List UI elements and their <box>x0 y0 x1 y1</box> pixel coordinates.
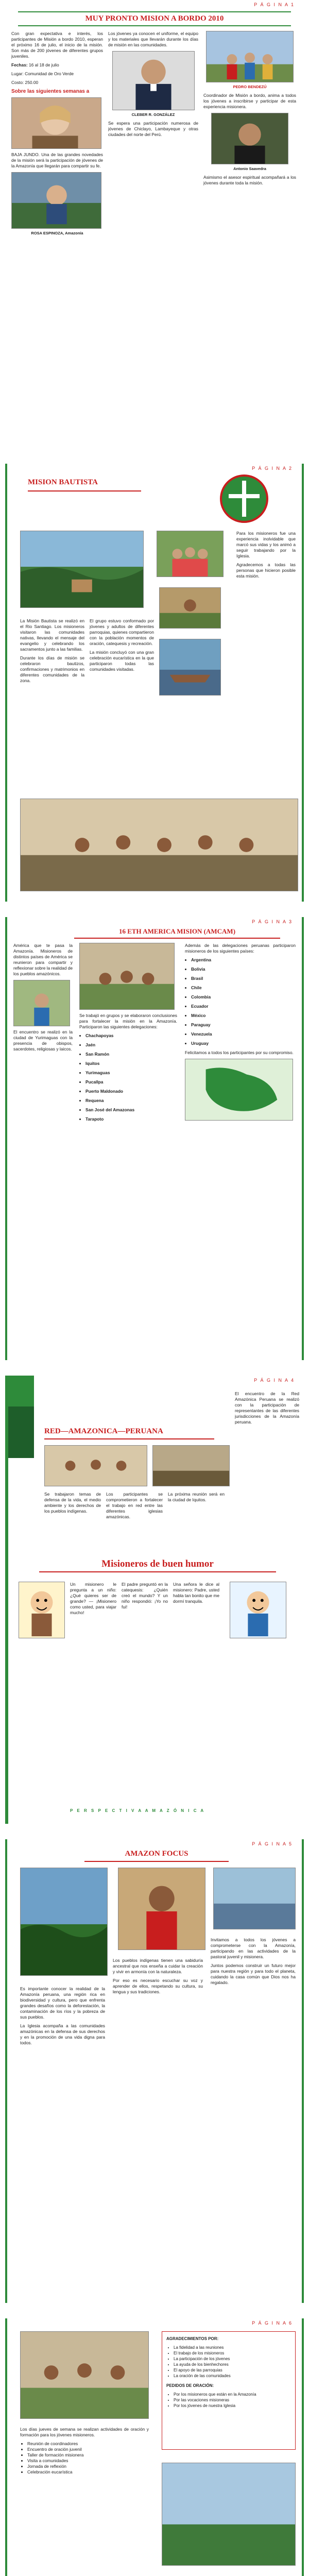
paragraph: El grupo estuvo conformado por jóvenes y adultos de diferentes parroquias, quienes compartieron con la población momentos de oración, catequesis y recreación. <box>90 618 154 646</box>
column-2 <box>108 31 198 319</box>
paragraph: La misión concluyó con una gran celebración eucarística en la que participaron todas las comunidades visitadas. <box>90 650 154 672</box>
list-item: • Uruguay <box>191 1041 296 1046</box>
second-paragraph: BAJA JUNDO. Una de las grandes novedades de la misión será la participación de jóvenes de la Amazonía que llegarán para compartir su fe. <box>11 152 103 168</box>
dates-label: Fechas: <box>11 62 28 67</box>
river-photo <box>213 1868 296 1929</box>
photo-caption: PEDRO BENDEZÚ <box>233 84 267 89</box>
humor-column-2 <box>122 1582 168 1736</box>
title-rule <box>44 1438 214 1439</box>
page-title: AMAZON FOCUS <box>125 1850 188 1858</box>
list-item: • Brasil <box>191 976 296 981</box>
left-column <box>20 2427 149 2576</box>
portrait-photo <box>11 97 101 149</box>
list-item: • Celebración eucarística <box>27 2469 149 2475</box>
text-column-3 <box>168 1492 225 1553</box>
second-paragraph: Asimismo el asesor espiritual acompañará a los jóvenes durante toda la misión. <box>203 175 296 185</box>
intro-paragraph: Con gran expectativa e interés, los participantes de Misión a bordo 2010, esperan el próximo 16 de julio, el inicio de la misión. Son más de 200 jóvenes de diferentes grupos juveniles. <box>11 31 103 59</box>
page-number: P Á G I N A 3 <box>252 919 293 924</box>
newsletter-page-6 <box>5 2318 304 2576</box>
intro-paragraph: Coordinador de Misión a bordo, anima a todos los jóvenes a inscribirse y participar de esta experiencia misionera. <box>203 93 296 109</box>
photo-caption: Antonio Saavedra <box>233 166 266 171</box>
list-item: • Colombia <box>191 994 296 1000</box>
mission-logo <box>213 473 275 524</box>
list-item: • San Ramón <box>85 1052 177 1057</box>
paragraph: Agradecemos a todas las personas que hicieron posible esta misión. <box>236 562 296 579</box>
list-item: • Puerto Maldonado <box>85 1089 177 1094</box>
list-item: • Yurimaguas <box>85 1070 177 1076</box>
list-item: • Tarapoto <box>85 1116 177 1122</box>
page-number: P Á G I N A 6 <box>252 2320 293 2326</box>
list-item: • Taller de formación misionera <box>27 2452 149 2458</box>
column-3 <box>236 531 296 696</box>
column-2 <box>90 618 154 788</box>
paragraph: Además de las delegaciones peruanas participaron misioneros de los siguientes países: <box>185 943 296 954</box>
paragraph: Durante los días de misión se celebraron bautizos, confirmaciones y matrimonios en diferentes comunidades de la zona. <box>20 655 84 683</box>
column-3 <box>185 943 296 1345</box>
list-item: • Por los jóvenes de nuestra Iglesia <box>174 2403 291 2409</box>
cartoon-image-2 <box>230 1582 286 1638</box>
paragraph: Se trabajaron temas de defensa de la vida, el medio ambiente y los derechos de los pueblos indígenas. <box>44 1492 101 1514</box>
column-2 <box>79 943 177 1345</box>
paragraph: El encuentro de la Red Amazónica Peruana se realizó con la participación de representantes de las diferentes jurisdicciones de la Amazonía peruana. <box>235 1391 299 1425</box>
page-title: RED—AMAZONICA—PERUANA <box>44 1427 163 1435</box>
box-title: AGRADECIMIENTOS POR: <box>166 2336 219 2341</box>
list-item: • Paraguay <box>191 1022 296 1028</box>
intro-paragraph: Los jóvenes ya conocen el uniforme, el equipo y los materiales que llevarán durante los días de misión en las comunidades. <box>108 31 198 47</box>
footer-photo <box>162 2463 296 2566</box>
title-rule <box>18 11 291 12</box>
title-rule <box>18 25 291 26</box>
page-title: 16 ETH AMERICA MISION (AMCAM) <box>118 927 236 935</box>
title-rule <box>74 938 280 939</box>
list-item: • Visita a comunidades <box>27 2458 149 2464</box>
paragraph: Se trabajó en grupos y se elaboraron conclusiones para fortalecer la misión en la Amazonía. Participaron las siguientes delegaciones: <box>79 1013 177 1029</box>
newsletter-page-4 <box>5 1376 304 1824</box>
paragraph: Felicitamos a todos los participantes por su compromiso. <box>185 1050 294 1055</box>
text-column-2 <box>106 1492 163 1553</box>
page-number: P Á G I N A 5 <box>252 1841 293 1846</box>
person-photo <box>11 172 101 229</box>
paragraph: Los participantes se comprometieron a fortalecer el trabajo en red entre las diferentes iglesias amazónicas. <box>106 1492 163 1519</box>
group-photo <box>79 943 175 1010</box>
page-number: P Á G I N A 2 <box>252 466 293 471</box>
second-paragraph: Se espera una participación numerosa de jóvenes de Chiclayo, Lambayeque y otras ciudades del norte del Perú. <box>108 121 198 137</box>
group-photo <box>157 531 224 577</box>
group-photo <box>206 31 294 82</box>
list-item: • Encuentro de oración juvenil <box>27 2447 149 2452</box>
list-item: • Reunión de coordinadores <box>27 2441 149 2447</box>
paragraph: La Misión Bautista se realizó en el Rio Santiago. Los misioneros visitaron las comunidades nativas, llevando el mensaje del evangelio y celebrando los sacramentos junto a las familias. <box>20 618 84 652</box>
list-item: • La ayuda de los bienhechores <box>174 2362 291 2367</box>
paragraph: La Iglesia acompaña a las comunidades amazónicas en la defensa de sus derechos y en la promoción de una vida digna para todos. <box>20 2023 105 2045</box>
page-number: P Á G I N A 4 <box>254 1378 295 1383</box>
delegation-list <box>79 1033 177 1122</box>
meeting-photo-2 <box>152 1445 230 1486</box>
column-1 <box>20 1986 105 2290</box>
joke: Una señora le dice al misionero: Padre, usted habla tan bonito que me dormí tranquila. <box>173 1582 219 1604</box>
cost: Costo: 250.00 <box>11 80 39 85</box>
paragraph: Invitamos a todos los jóvenes a comprometerse con la Amazonía, participando en las actividades de la pastoral juvenil y misionera. <box>211 1937 296 1959</box>
indigenous-photo <box>118 1868 205 1950</box>
list-item: • El apoyo de las parroquias <box>174 2367 291 2373</box>
dates: 16 al 18 de julio <box>28 62 59 67</box>
priest-photo <box>112 51 195 110</box>
page-title: MUY PRONTO MISION A BORDO 2010 <box>85 14 224 23</box>
photo-caption: CLEBER R. GONZÁLEZ <box>131 112 175 117</box>
column-2 <box>113 1958 203 2287</box>
column-1 <box>11 31 103 443</box>
paragraph: Para los misioneros fue una experiencia inolvidable que marcó sus vidas y los animó a seguir trabajando por la Iglesia. <box>236 531 296 558</box>
amazon-photo <box>20 1868 108 1976</box>
list-item: • Por las vocaciones misioneras <box>174 2397 291 2403</box>
title-rule <box>28 490 141 492</box>
thanks-list <box>166 2345 291 2379</box>
list-item: • El trabajo de los misioneros <box>174 2350 291 2356</box>
joke: Un misionero le pregunta a un niño: ¿Qué quieres ser de grande? — ¡Misionero como usted, para viajar mucho! <box>70 1582 116 1615</box>
list-item: • Jornada de reflexión <box>27 2464 149 2469</box>
list-item: • Por los misioneros que están en la Amazonía <box>174 2392 291 2397</box>
country-list <box>185 957 296 1046</box>
list-item: • Jaén <box>85 1042 177 1048</box>
side-photo <box>8 1376 34 1458</box>
photo-caption: ROSA ESPINOZA, Amazonía <box>31 231 83 235</box>
prayer-list <box>166 2392 291 2409</box>
column-3 <box>203 31 296 319</box>
meeting-photo <box>44 1445 147 1486</box>
title-rule <box>39 1571 276 1572</box>
list-item: • La participación de los jóvenes <box>174 2356 291 2362</box>
list-item: • Pucallpa <box>85 1079 177 1085</box>
paragraph: Los días jueves de semana se realizan actividades de oración y formación para los jóvenes misioneros. <box>20 2427 149 2437</box>
thanks-box <box>162 2331 296 2450</box>
paragraph: El encuentro se realizó en la ciudad de Yurimaguas con la presencia de obispos, sacerdotes, religiosas y laicos. <box>13 1029 73 1052</box>
paragraph: Juntos podemos construir un futuro mejor para nuestra región y para todo el planeta, cuidando la casa común que Dios nos ha regalado. <box>211 1963 296 1985</box>
list-item: • Argentina <box>191 957 296 963</box>
list-item: • Iquitos <box>85 1061 177 1066</box>
list-item: • Chachapoyas <box>85 1033 177 1039</box>
list-item: • Venezuela <box>191 1031 296 1037</box>
page-title: MISION BAUTISTA <box>28 478 98 486</box>
cartoon-image <box>19 1582 65 1638</box>
box-title: PEDIDOS DE ORACIÓN: <box>166 2383 214 2388</box>
right-column <box>235 1391 299 1535</box>
paragraph: Los pueblos indígenas tienen una sabiduría ancestral que nos enseña a cuidar la creación y vivir en armonía con la naturaleza. <box>113 1958 203 1974</box>
event-photo <box>13 980 70 1026</box>
list-item: • Requena <box>85 1098 177 1104</box>
newsletter-page-1 <box>5 0 304 448</box>
list-item: • La oración de las comunidades <box>174 2373 291 2379</box>
youth-photo <box>20 2331 149 2419</box>
activity-list <box>20 2441 149 2475</box>
community-photo <box>159 587 221 629</box>
newsletter-page-5 <box>5 1839 304 2303</box>
column-1 <box>13 943 73 1345</box>
newsletter-page-3 <box>5 917 304 1360</box>
title-rule <box>84 1861 229 1862</box>
list-item: • México <box>191 1013 296 1019</box>
column-1 <box>20 618 84 788</box>
list-item: • San José del Amazonas <box>85 1107 177 1113</box>
place: Lugar: Comunidad de Oro Verde <box>11 71 74 76</box>
humor-column-3 <box>173 1582 219 1736</box>
portrait-photo <box>211 113 288 164</box>
list-item: • Bolivia <box>191 967 296 972</box>
paragraph: América que te pasa la Amazonía. Misioneros de distintos países de América se reunieron para compartir y reflexionar sobre la realidad de los pueblos amazónicos. <box>13 943 73 976</box>
landscape-photo <box>20 531 144 608</box>
celebration-photo <box>20 799 298 891</box>
text-column-1 <box>44 1492 101 1553</box>
list-item: • La fidelidad a las reuniones <box>174 2345 291 2350</box>
call-to-action: Sobre las siguientes semanas a <box>11 89 90 94</box>
newsletter-page-2 <box>5 464 304 902</box>
column-3 <box>211 1937 296 2287</box>
joke: El padre preguntó en la catequesis: ¿Quién creó el mundo? Y un niño respondió: ¡Yo no fui! <box>122 1582 168 1609</box>
paragraph: Por eso es necesario escuchar su voz y aprender de ellos, respetando su cultura, su lengua y sus tradiciones. <box>113 1978 203 1994</box>
page-number: P Á G I N A 1 <box>254 2 295 7</box>
paragraph: Es importante conocer la realidad de la Amazonía peruana, una región rica en biodiversidad y cultura, pero que enfrenta grandes desafíos como la deforestación, la contaminación de los ríos y la pobreza de sus pueblos. <box>20 1986 105 2020</box>
list-item: • Chile <box>191 985 296 991</box>
list-item: • Ecuador <box>191 1004 296 1009</box>
map-photo <box>185 1059 293 1121</box>
paragraph: La próxima reunión será en la ciudad de Iquitos. <box>168 1492 225 1502</box>
footer-label: P E R S P E C T I V A A M A Z Ó N I C A <box>70 1808 205 1813</box>
section-title: Misioneros de buen humor <box>101 1558 214 1569</box>
humor-column-1 <box>70 1582 116 1736</box>
river-photo <box>159 639 221 696</box>
